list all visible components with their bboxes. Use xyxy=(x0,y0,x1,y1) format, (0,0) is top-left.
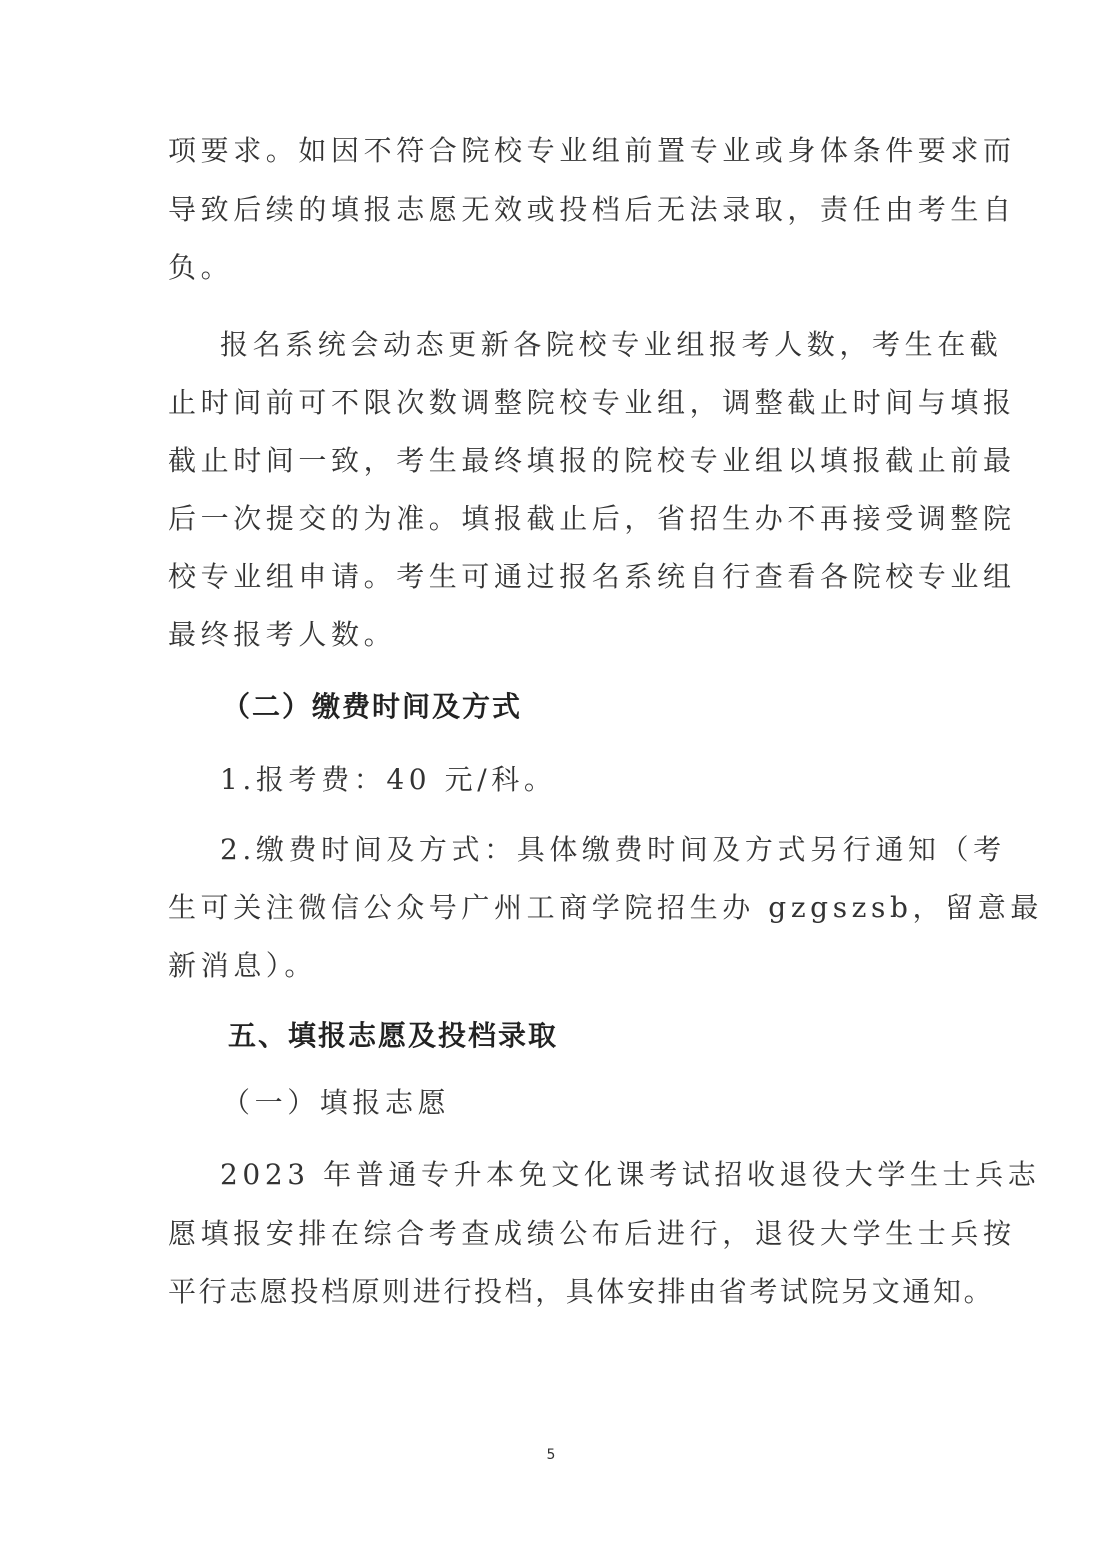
section-heading-fee: （二）缴费时间及方式 xyxy=(222,690,523,723)
subheading-fill: （一）填报志愿 xyxy=(222,1086,451,1119)
paragraph-line: 2.缴费时间及方式：具体缴费时间及方式另行通知（考 xyxy=(220,833,1006,866)
paragraph-line: 负。 xyxy=(168,251,234,284)
paragraph-line: 后一次提交的为准。填报截止后，省招生办不再接受调整院 xyxy=(168,502,1016,535)
paragraph-line: 愿填报安排在综合考查成绩公布后进行，退役大学生士兵按 xyxy=(168,1217,1016,1250)
paragraph-line: 导致后续的填报志愿无效或投档后无法录取，责任由考生自 xyxy=(168,193,1016,226)
fee-item: 1.报考费：40 元/科。 xyxy=(220,763,557,796)
paragraph-line: 生可关注微信公众号广州工商学院招生办 gzgszsb，留意最 xyxy=(168,891,1043,924)
paragraph-line: 最终报考人数。 xyxy=(168,618,397,651)
paragraph-line: 新消息）。 xyxy=(168,949,318,982)
paragraph-line: 校专业组申请。考生可通过报名系统自行查看各院校专业组 xyxy=(168,560,1016,593)
paragraph-line: 2023 年普通专升本免文化课考试招收退役大学生士兵志 xyxy=(220,1158,1041,1191)
paragraph-line: 项要求。如因不符合院校专业组前置专业或身体条件要求而 xyxy=(168,134,1016,167)
paragraph-line: 平行志愿投档原则进行投档，具体安排由省考试院另文通知。 xyxy=(168,1275,995,1308)
paragraph-line: 报名系统会动态更新各院校专业组报考人数，考生在截 xyxy=(220,328,1003,361)
page-number: 5 xyxy=(546,1447,556,1463)
paragraph-line: 截止时间一致，考生最终填报的院校专业组以填报截止前最 xyxy=(168,444,1016,477)
paragraph-line: 止时间前可不限次数调整院校专业组，调整截止时间与填报 xyxy=(168,386,1016,419)
section-heading-5: 五、填报志愿及投档录取 xyxy=(228,1019,559,1052)
